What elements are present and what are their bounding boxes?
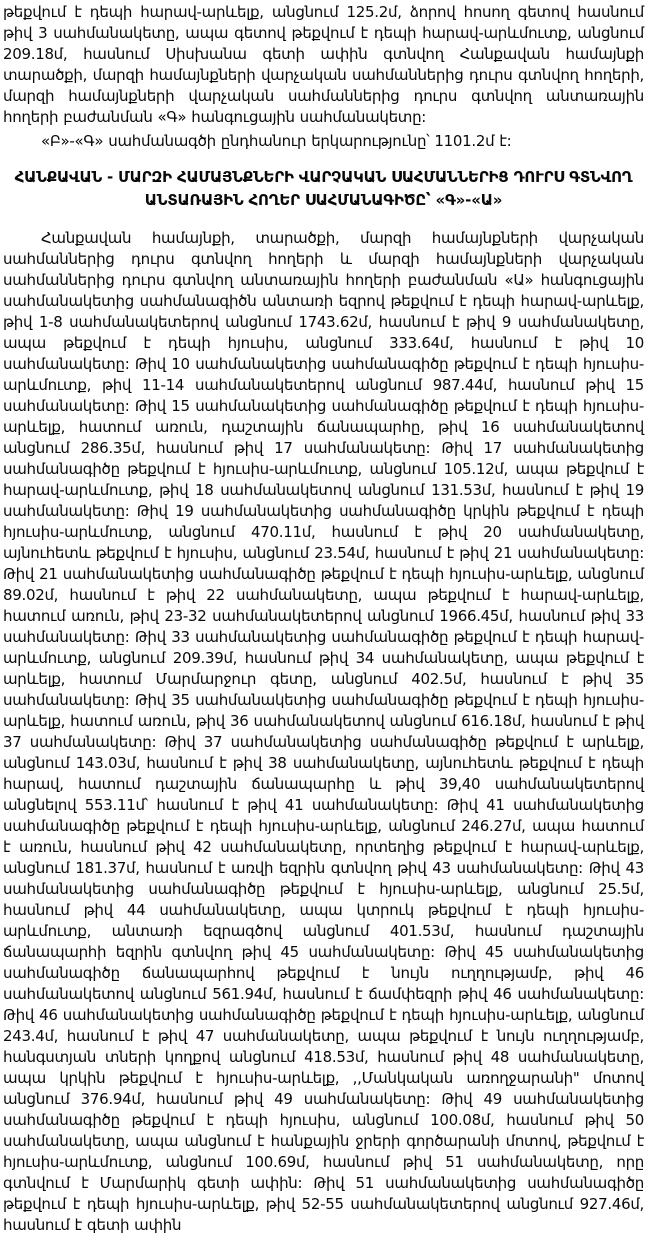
section-heading <box>3 166 644 212</box>
section-heading-line1: ՀԱՆՔԱՎԱՆ - ՄԱՐԶԻ ՀԱՄԱՅՆՔՆԵՐԻ ՎԱՐՉԱԿԱՆ ՍԱՀՄԱՆՆԵՐԻՑ ԴՈՒՐՍ ԳՏՆՎՈՂ <box>14 168 633 186</box>
total-length-line: «Բ»-«Գ» սահմանագծի ընդհանուր երկարությունը՝ 1101.2մ է: <box>41 132 512 150</box>
body-paragraph: Հանքավան համայնքի, տարածքի, մարզի համայնքների վարչական սահմաններից դուրս գտնվող հողերի և մարզի համայնքների վարչական սահմաններից դուրս գտնվող անտառային հողերի բաժանման «Ա» հանգուցային սահմանակետից սահմանագիծն անտառի եզրով թեքվում է դեպի հարավ-արևելք, թիվ 1-8 սահմանակետերով անցնում 1743.62մ, հասնում է թիվ 9 սահմանակետը, ապա թեքվում է դեպի հյուսիս, անցնում 333.64մ, հասնում է թիվ 10 սահմանակետը: Թիվ 10 սահմանակետից սահմանագիծը թեքվում է դեպի հյուսիս-արևմուտք, թիվ 11-14 սահմանակետերով անցնում 987.44մ, հասնում թիվ 15 սահմանակետը: Թիվ 15 սահմանակետից սահմանագիծը թեքվում է դեպի հյուսիս-արևելք, հատում առուն, դաշտային ճանապարհը, թիվ 16 սահմանակետով անցնում 286.35մ, հասնում թիվ 17 սահմանակետը: Թիվ 17 սահմանակետից սահմանագիծը թեքվում է հյուսիս-արևմուտք, անցնում 105.12մ, ապա թեքվում է հարավ-արևմուտք, թիվ 18 սահմանակետով անցնում 131.53մ, հասնում է թիվ 19 սահմանակետը: Թիվ 19 սահմանակետից սահմանագիծը կրկին թեքվում է դեպի հյուսիս-արևմուտք, անցնում 470.11մ, հասնում է թիվ 20 սահմանակետը, այնուհետև թեքվում է հյուսիս, անցնում 23.54մ, հասնում է թիվ 21 սահմանակետը: Թիվ 21 սահմանակետից սահմանագիծը թեքվում է դեպի հյուսիս-արևելք, անցնում 89.02մ, հասնում է թիվ 22 սահմանակետը, ապա թեքվում է հարավ-արևելք, հատում առուն, թիվ 23-32 սահմանակետերով անցնում 1966.45մ, հասնում թիվ 33 սահմանակետը: Թիվ 33 սահմանակետից սահմանագիծը թեքվում է դեպի հարավ-արևմուտք, անցնում 209.39մ, հասնում թիվ 34 սահմանակետը, ապա թեքվում է արևելք, հատում Մարմարջուր գետը, անցնում 402.5մ, հասնում է թիվ 35 սահմանակետը: Թիվ 35 սահմանակետից սահմանագիծը թեքվում է դեպի հյուսիս-արևելք, հատում առուն, թիվ 36 սահմանակետով անցնում 616.18մ, հասնում է թիվ 37 սահմանակետը: Թիվ 37 սահմանակետից սահմանագիծը թեքվում է արևելք, անցնում 143.03մ, հասնում է թիվ 38 սահմանակետը, այնուհետև թեքվում է դեպի հարավ, հատում դաշտային ճանապարհը և թիվ 39,40 սահմանակետերով անցնելով 553.11մ՝ հասնում է թիվ 41 սահմանակետը: Թիվ 41 սահմանակետից սահմանագիծը թեքվում է դեպի հյուսիս-արևելք, անցնում 246.27մ, ապա հատում է առուն, հասնում թիվ 42 սահմանակետը, որտեղից թեքվում է հարավ-արևելք, անցնում 181.37մ, հասնում է առվի եզրին գտնվող թիվ 43 սահմանակետը: Թիվ 43 սահմանակետից սահմանագիծը թեքվում է հյուսիս-արևելք, անցնում 25.5մ, հասնում թիվ 44 սահմանակետը, ապա կտրուկ թեքվում է դեպի հյուսիս-արևմուտք, անտառի եզրագծով անցնում 401.53մ, հասնում դաշտային ճանապարհի եզրին գտնվող թիվ 45 սահմանակետը: Թիվ 45 սահմանակետից սահմանագիծը ճանապարհով թեքվում է նույն ուղղությամբ, թիվ 46 սահմանակետով անցնում 561.94մ, հասնում է ճամփեզրի թիվ 46 սահմանակետը: Թիվ 46 սահմանակետից սահմանագիծը թեքվում է դեպի հյուսիս-արևելք, անցնում 243.4մ, հասնում է թիվ 47 սահմանակետը, ապա թեքվում է նույն ուղղությամբ, հանգստյան տների կողքով անցնում 418.53մ, հասնում թիվ 48 սահմանակետը, ապա կրկին թեքվում է հյուսիս-արևելք, ,,Մանկական առողջարանի" մոտով անցնում 376.94մ, հասնում թիվ 49 սահմանակետը: Թիվ 49 սահմանակետից սահմանագիծը թեքվում է դեպի հյուսիս, անցնում 100.08մ, հասնում թիվ 50 սահմանակետը, ապա անցնում է հանքային ջրերի գործարանի մոտով, թեքվում է հյուսիս-արևմուտք, անցնում 100.69մ, հասնում թիվ 51 սահմանակետը, որը գտնվում է Մարմարիկ գետի ափին: Թիվ 51 սահմանակետից սահմանագիծը թեքվում է դեպի հյուսիս-արևելք, թիվ 52-55 սահմանակետերով անցնում 927.46մ, հասնում է գետի ափին <box>3 229 644 1234</box>
section-heading-line2: ԱՆՏԱՌԱՅԻՆ ՀՈՂԵՐ ՍԱՀՄԱՆԱԳԻԾԸ՝ «Գ»-«Ա» <box>144 191 503 209</box>
continuation-paragraph: թեքվում է դեպի հարավ-արևելք, անցնում 125.2մ, ձորով հոսող գետով հասնում թիվ 3 սահմանակետը, ապա գետով թեքվում է դեպի հարավ-արևմուտք, անցնում 209.18մ, հասնում Սիսխանա գետի ափին գտնվող Հանքավան համայնքի տարածքի, մարզի համայնքների վարչական սահմաններից դուրս գտնվող հողերի, մարզի համայնքների վարչական սահմաններից դուրս գտնվող անտառային հողերի բաժանման «Գ» հանգուցային սահմանակետը: <box>3 3 644 126</box>
